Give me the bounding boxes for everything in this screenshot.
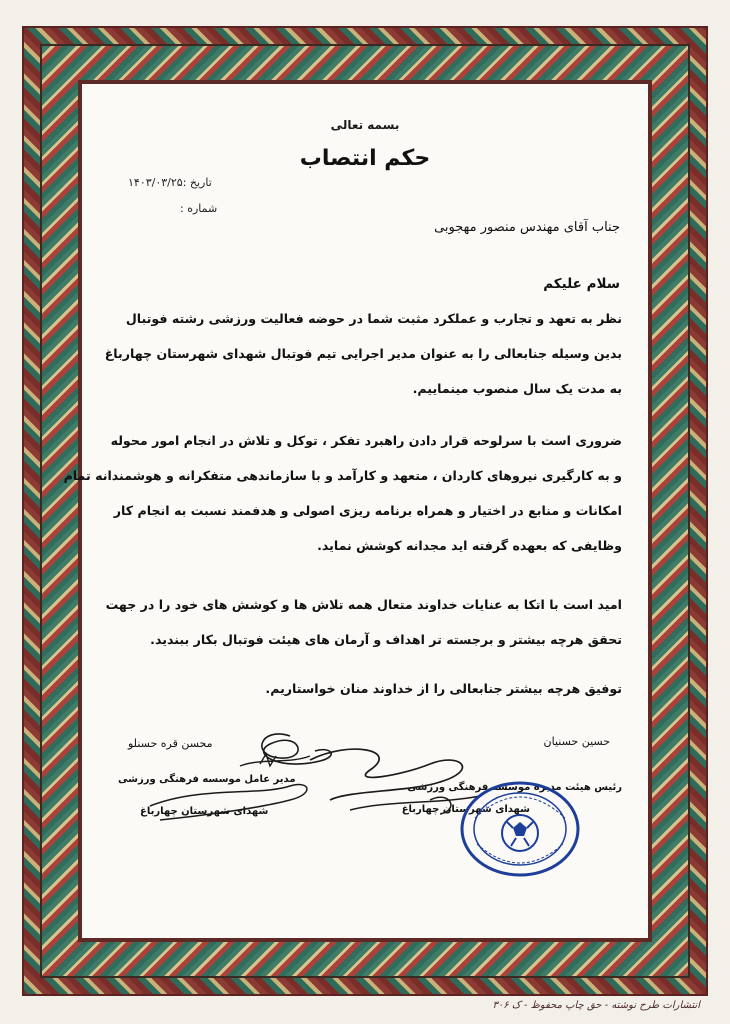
signer-left-title: مدیر عامل موسسه فرهنگی ورزشی (118, 774, 296, 785)
document-date: تاریخ :۱۴۰۳/۰۳/۲۵ (128, 176, 212, 189)
paragraph-line: و به کارگیری نیروهای کاردان ، متعهد و کارآمد و با سازماندهی متفکرانه و هوشمندانه تمام (63, 468, 622, 483)
organization-seal (455, 778, 585, 880)
document-number: شماره : (180, 202, 218, 215)
paragraph-4 (122, 676, 622, 702)
paragraph-line: امکانات و منابع در اختیار و همراه برنامه ریزی اصولی و هدفمند نسبت به انجام کار (113, 503, 622, 518)
signer-left-org: شهدای شهرستان چهارباغ (140, 806, 269, 817)
publisher-note: انتشارات طرح نوشته - حق چاپ محفوظ - ک ۳۰۶ (492, 1000, 700, 1011)
document-title: حکم انتصاب (299, 146, 431, 171)
signer-right-name: حسین حسنیان (543, 735, 610, 748)
paragraph-line: امید است با اتکا به عنایات خداوند متعال همه تلاش ها و کوشش های خود را در جهت (105, 597, 622, 612)
paragraph-1 (104, 306, 622, 402)
paragraph-3 (105, 592, 622, 653)
paragraph-line: وظایفی که بعهده گرفته اید مجدانه کوشش نماید. (317, 538, 622, 553)
bismillah-heading: بسمه تعالی (330, 118, 400, 132)
signer-right-org: شهدای شهرستان چهارباغ (401, 804, 530, 815)
recipient-line: جناب آقای مهندس منصور مهجوبی (434, 220, 620, 235)
paragraph-line: بدین وسیله جنابعالی را به عنوان مدیر اجرایی تیم فوتبال شهدای شهرستان چهارباغ (104, 346, 622, 361)
paragraph-2 (63, 428, 622, 559)
paragraph-line: ضروری است با سرلوحه قرار دادن راهبرد تفکر ، توکل و تلاش در انجام امور محوله (110, 433, 622, 448)
signer-left-name: محسن قره حسنلو (128, 737, 213, 750)
greeting: سلام علیکم (543, 276, 620, 292)
paragraph-line: تحقق هرچه بیشتر و برجسته تر اهداف و آرمان های هیئت فوتبال بکار ببندید. (150, 632, 622, 647)
paragraph-line: توفیق هرچه بیشتر جنابعالی را از خداوند منان خواستاریم. (265, 681, 622, 696)
signer-right-title: رئیس هیئت مدیره موسسه فرهنگی ورزشی (407, 782, 622, 793)
paragraph-line: به مدت یک سال منصوب مینماییم. (412, 381, 622, 396)
paragraph-line: نظر به تعهد و تجارب و عملکرد مثبت شما در حوضه فعالیت ورزشی رشته فوتبال (125, 311, 622, 326)
